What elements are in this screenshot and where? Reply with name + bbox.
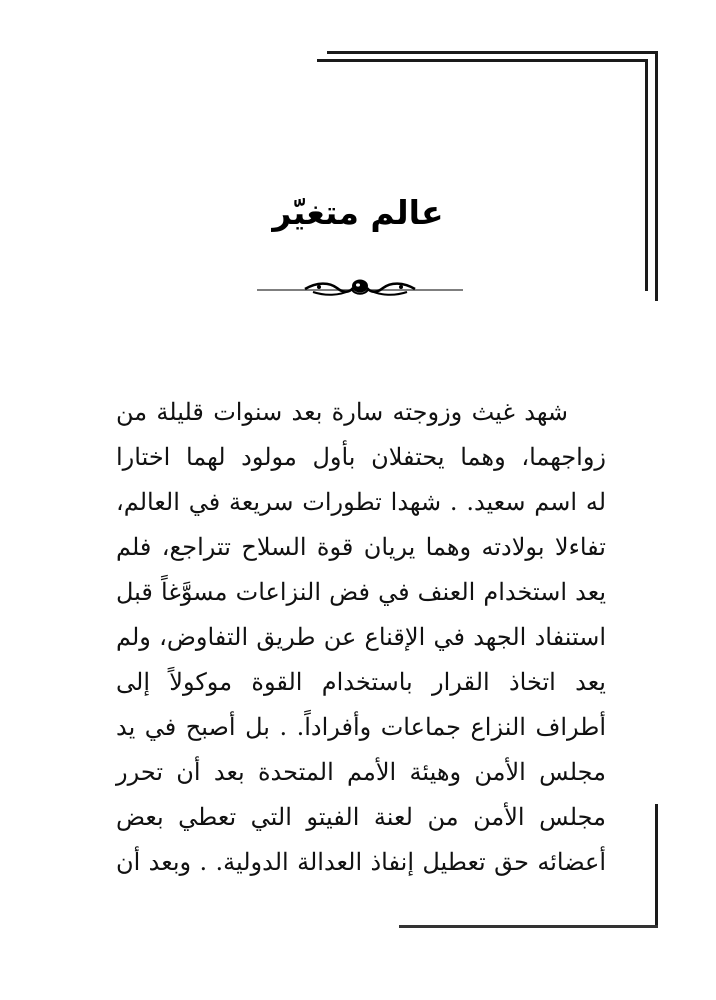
ornament-divider-icon [255,276,465,302]
frame-top-outer-horizontal [327,51,658,54]
frame-top-inner-vertical [645,59,648,291]
text-line: أعضائه حق تعطيل إنفاذ العدالة الدولية. . وبعد أن [116,848,606,876]
text-line: مجلس الأمن من لعنة الفيتو التي تعطي بعض [116,803,606,831]
frame-top-inner-horizontal [317,59,648,62]
body-paragraph [116,390,606,885]
text-line: يعد استخدام العنف في فض النزاعات مسوَّغاً قبل [116,578,606,606]
text-line: أطراف النزاع جماعات وأفراداً. . بل أصبح في يد [116,713,606,741]
text-line: شهد غيث وزوجته سارة بعد سنوات قليلة من [116,398,568,426]
text-line: له اسم سعيد. . شهدا تطورات سريعة في العالم، [116,488,606,516]
frame-bottom-horizontal [399,925,658,928]
text-line: مجلس الأمن وهيئة الأمم المتحدة بعد أن تحرر [116,758,606,786]
frame-bottom-vertical [655,804,658,928]
chapter-title: عالم متغيّر [272,193,444,232]
text-line: يعد اتخاذ القرار باستخدام القوة موكولاً إلى [116,668,606,696]
text-line: استنفاد الجهد في الإقناع عن طريق التفاوض، ولم [116,623,606,651]
text-line: زواجهما، وهما يحتفلان بأول مولود لهما اختارا [116,443,606,471]
frame-top-outer-vertical [655,51,658,301]
text-line: تفاءلا بولادته وهما يريان قوة السلاح تتراجع، فلم [116,533,606,561]
